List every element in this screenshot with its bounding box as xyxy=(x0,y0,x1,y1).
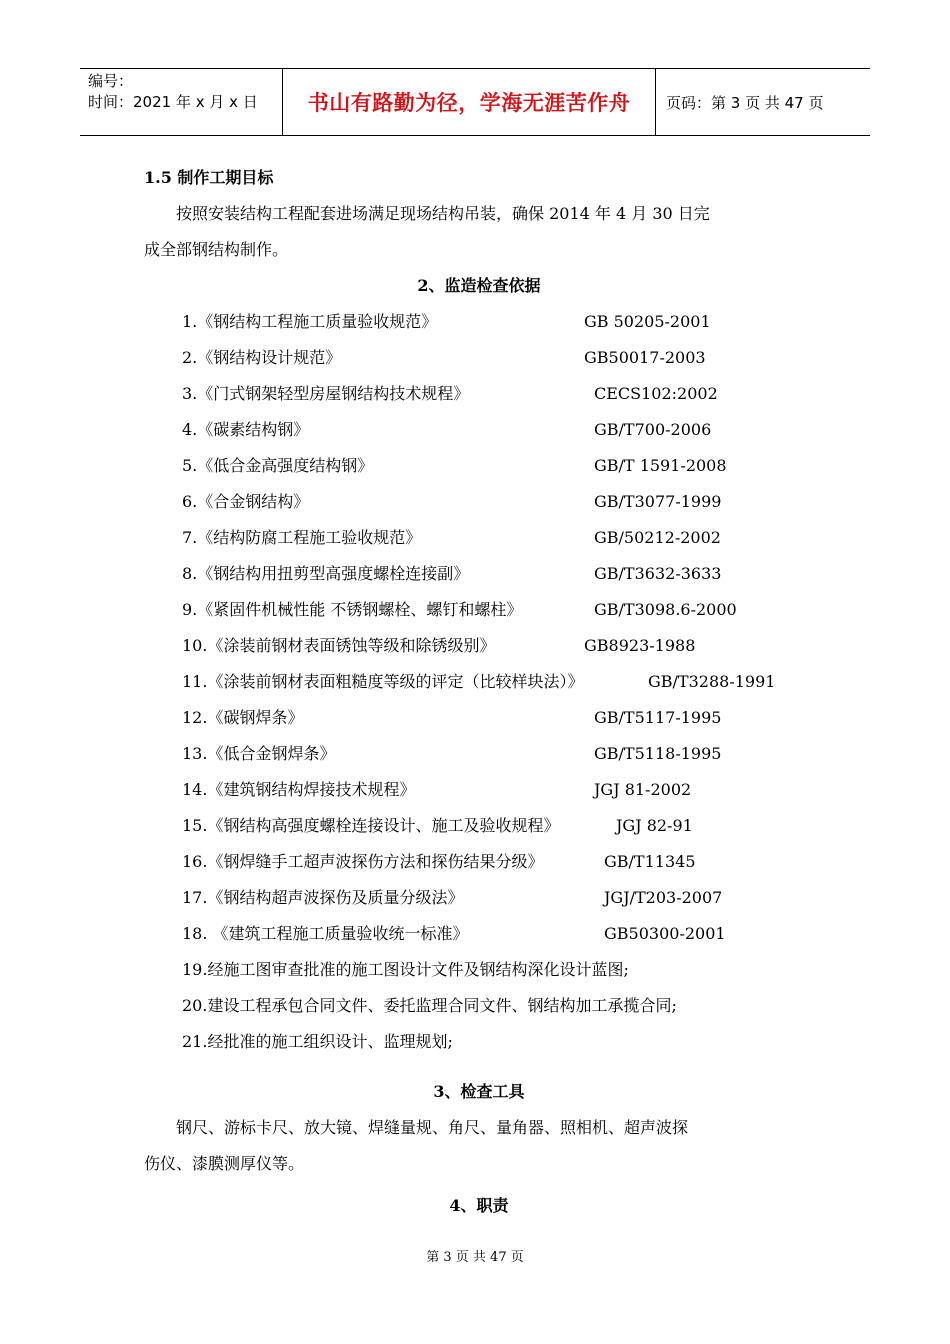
reference-item xyxy=(144,844,814,880)
header-page-info: 页码：第 3 页 共 47 页 xyxy=(666,93,824,112)
reference-item xyxy=(144,916,814,952)
reference-item xyxy=(144,556,814,592)
reference-item xyxy=(144,772,814,808)
reference-title: 18. 《建筑工程施工质量验收统一标准》 xyxy=(182,924,469,943)
reference-item-20: 20.建设工程承包合同文件、委托监理合同文件、钢结构加工承揽合同; xyxy=(182,996,677,1015)
reference-title: 14.《建筑钢结构焊接技术规程》 xyxy=(182,780,416,799)
reference-standard-code: GB50300-2001 xyxy=(604,924,726,943)
reference-item xyxy=(144,340,814,376)
reference-standard-code: GB 50205-2001 xyxy=(584,312,711,331)
reference-title: 17.《钢结构超声波探伤及质量分级法》 xyxy=(182,888,464,907)
section-3-paragraph-line-1: 钢尺、游标卡尺、放大镜、焊缝量规、角尺、量角器、照相机、超声波探 xyxy=(176,1118,689,1137)
reference-title: 16.《钢焊缝手工超声波探伤方法和探伤结果分级》 xyxy=(182,852,544,871)
reference-title: 12.《碳钢焊条》 xyxy=(182,708,304,727)
reference-standard-code: GB/T5118-1995 xyxy=(594,744,722,763)
reference-item-19: 19.经施工图审查批准的施工图设计文件及钢结构深化设计蓝图; xyxy=(182,960,629,979)
reference-title: 4.《碳素结构钢》 xyxy=(182,420,310,439)
reference-item xyxy=(144,304,814,340)
page-header xyxy=(80,68,870,136)
section-3-paragraph-line-2: 伤仪、漆膜测厚仪等。 xyxy=(144,1154,305,1173)
reference-list xyxy=(144,304,814,952)
section-2-title: 2、监造检查依据 xyxy=(417,276,541,295)
reference-item xyxy=(144,412,814,448)
section-1-5-paragraph-line-1: 按照安装结构工程配套进场满足现场结构吊装，确保 2014 年 4 月 30 日完 xyxy=(176,204,710,223)
reference-item xyxy=(144,880,814,916)
reference-title: 6.《合金钢结构》 xyxy=(182,492,310,511)
document-number-label: 编号： xyxy=(88,72,134,90)
reference-item-21: 21.经批准的施工组织设计、监理规划; xyxy=(182,1032,453,1051)
reference-item xyxy=(144,700,814,736)
reference-item xyxy=(144,448,814,484)
reference-item xyxy=(144,808,814,844)
reference-title: 7.《结构防腐工程施工验收规范》 xyxy=(182,528,422,547)
reference-title: 3.《门式钢架轻型房屋钢结构技术规程》 xyxy=(182,384,470,403)
reference-title: 11.《涂装前钢材表面粗糙度等级的评定（比较样块法）》 xyxy=(182,672,584,691)
reference-standard-code: GB/T3077-1999 xyxy=(594,492,722,511)
header-left-cell xyxy=(80,69,282,135)
reference-item xyxy=(144,736,814,772)
reference-title: 8.《钢结构用扭剪型高强度螺栓连接副》 xyxy=(182,564,470,583)
reference-standard-code: GB8923-1988 xyxy=(584,636,696,655)
reference-item xyxy=(144,664,814,700)
reference-item xyxy=(144,376,814,412)
section-4-title: 4、职责 xyxy=(449,1196,509,1215)
reference-title: 13.《低合金钢焊条》 xyxy=(182,744,336,763)
reference-title: 9.《紧固件机械性能 不锈钢螺栓、螺钉和螺柱》 xyxy=(182,600,523,619)
section-1-5-paragraph-line-2: 成全部钢结构制作。 xyxy=(144,240,289,259)
reference-standard-code: GB/T11345 xyxy=(604,852,696,871)
reference-standard-code: GB/T3632-3633 xyxy=(594,564,722,583)
reference-standard-code: JGJ/T203-2007 xyxy=(604,888,723,907)
reference-standard-code: GB50017-2003 xyxy=(584,348,706,367)
reference-item xyxy=(144,520,814,556)
reference-standard-code: JGJ 82-91 xyxy=(616,816,693,835)
reference-standard-code: GB/T3288-1991 xyxy=(648,672,776,691)
document-date: 时间：2021 年 x 月 x 日 xyxy=(88,93,258,111)
reference-item xyxy=(144,484,814,520)
reference-title: 10.《涂装前钢材表面锈蚀等级和除锈级别》 xyxy=(182,636,496,655)
reference-item xyxy=(144,628,814,664)
section-1-5-title: 1.5 制作工期目标 xyxy=(144,168,274,187)
document-body xyxy=(144,160,814,1224)
reference-title: 5.《低合金高强度结构钢》 xyxy=(182,456,374,475)
reference-standard-code: CECS102:2002 xyxy=(594,384,718,403)
reference-title: 2.《钢结构设计规范》 xyxy=(182,348,342,367)
reference-standard-code: JGJ 81-2002 xyxy=(594,780,692,799)
section-3-title: 3、检查工具 xyxy=(433,1082,525,1101)
reference-standard-code: GB/T 1591-2008 xyxy=(594,456,727,475)
reference-standard-code: GB/T5117-1995 xyxy=(594,708,722,727)
page-footer: 第 3 页 共 47 页 xyxy=(426,1250,524,1265)
reference-item xyxy=(144,592,814,628)
reference-standard-code: GB/50212-2002 xyxy=(594,528,721,547)
reference-standard-code: GB/T3098.6-2000 xyxy=(594,600,737,619)
reference-title: 1.《钢结构工程施工质量验收规范》 xyxy=(182,312,438,331)
reference-title: 15.《钢结构高强度螺栓连接设计、施工及验收规程》 xyxy=(182,816,560,835)
header-motto: 书山有路勤为径，学海无涯苦作舟 xyxy=(282,69,656,135)
reference-standard-code: GB/T700-2006 xyxy=(594,420,712,439)
